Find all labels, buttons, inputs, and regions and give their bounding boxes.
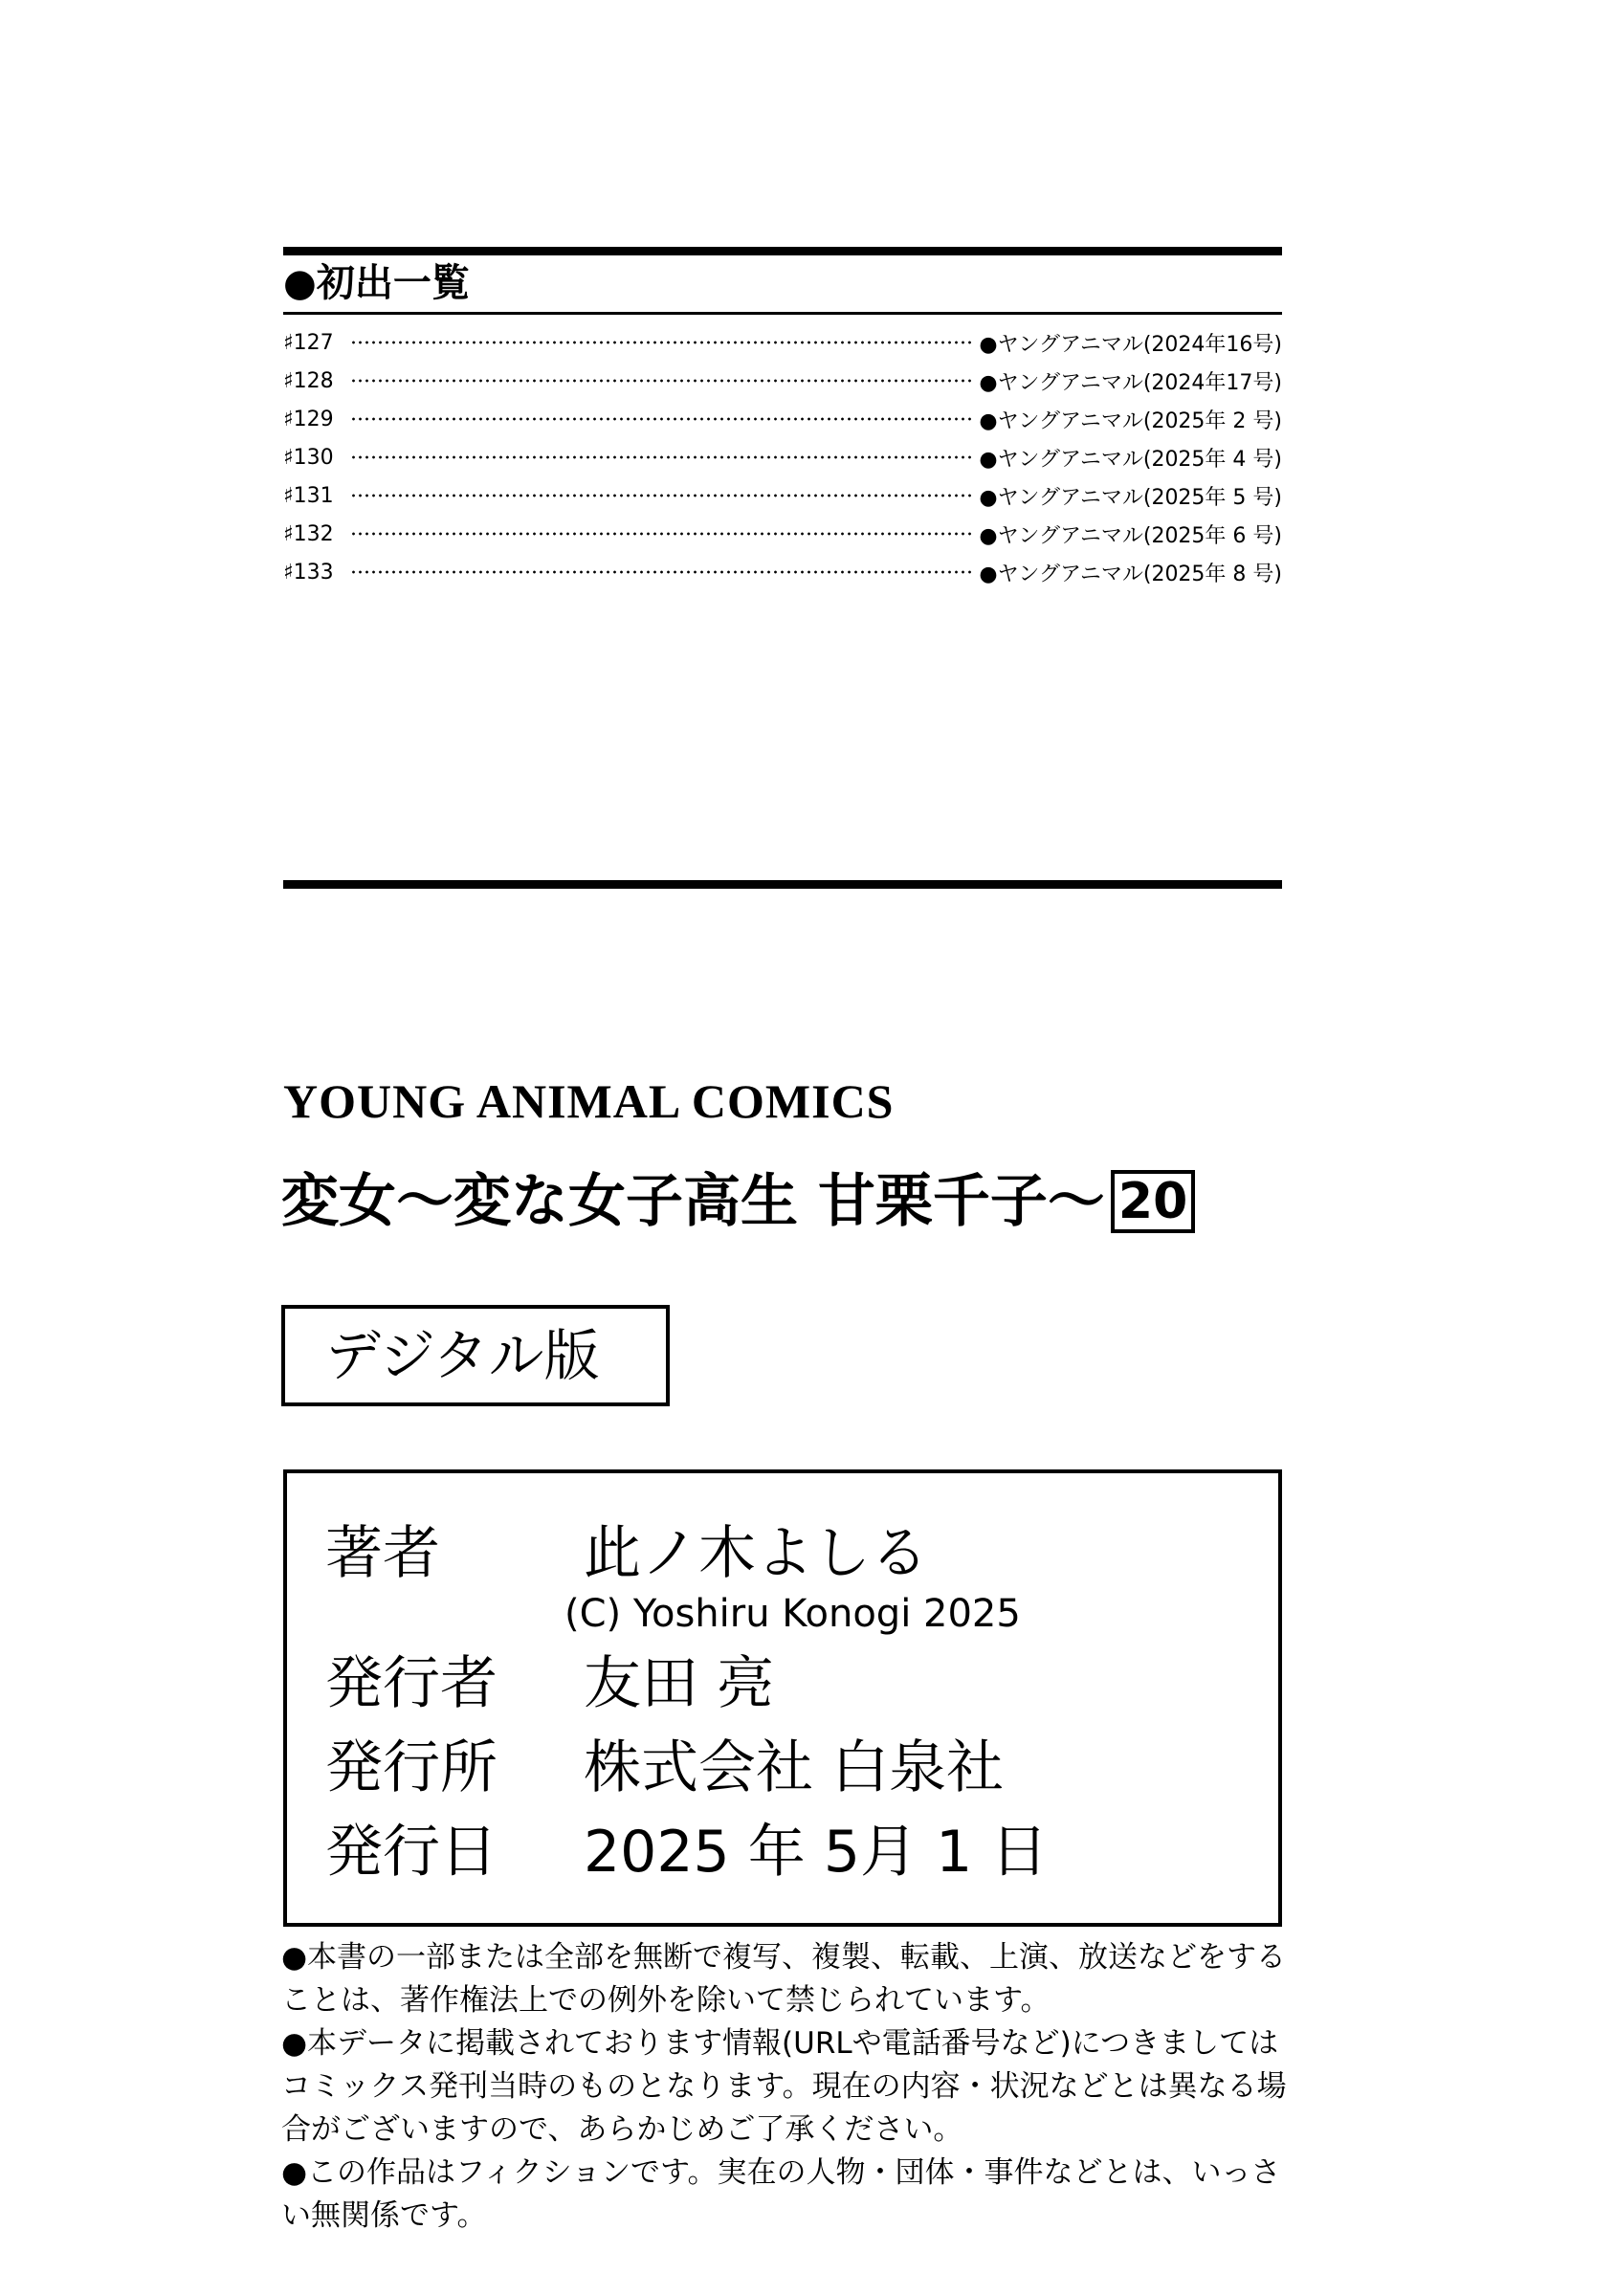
list-item (283, 323, 1282, 362)
edition-box: デジタル版 (281, 1305, 670, 1406)
list-item (283, 362, 1282, 400)
source-label: ●ヤングアニマル(2025年 5 号) (979, 485, 1282, 510)
series-label: YOUNG ANIMAL COMICS (283, 1074, 895, 1128)
list-item (283, 438, 1282, 476)
note-copyright: ●本書の一部または全部を無断で複写、複製、転載、上演、放送などをすることは、著作権法上での例外を除いて禁じられています。 (281, 1940, 1287, 2018)
dot-leader (350, 569, 975, 575)
copyright-notice: (C) Yoshiru Konogi 2025 (564, 1592, 1021, 1636)
dot-leader (350, 493, 975, 498)
source-label: ●ヤングアニマル(2024年16号) (979, 332, 1282, 357)
list-item (283, 553, 1282, 591)
first-appearance-title: ●初出一覧 (283, 261, 470, 305)
source-label: ●ヤングアニマル(2025年 4 号) (979, 447, 1282, 472)
publisher-person-label: 発行者 (325, 1650, 498, 1717)
list-item (283, 400, 1282, 438)
note-fiction: ●この作品はフィクションです。実在の人物・団体・事件などとは、いっさい無関係です。 (281, 2155, 1281, 2233)
chapter-number: ♯129 (283, 407, 334, 431)
list-item (283, 476, 1282, 515)
source-label: ●ヤングアニマル(2025年 6 号) (979, 523, 1282, 548)
volume-badge: 20 (1111, 1170, 1195, 1233)
author-label: 著者 (325, 1520, 440, 1587)
chapter-number: ♯131 (283, 483, 334, 508)
book-title (281, 1163, 1195, 1240)
chapter-number: ♯128 (283, 368, 334, 393)
source-label: ●ヤングアニマル(2025年 2 号) (979, 408, 1282, 433)
date-label: 発行日 (325, 1819, 498, 1886)
dot-leader (350, 531, 975, 537)
top-rule (283, 247, 1282, 255)
chapter-number: ♯132 (283, 521, 334, 546)
source-label: ●ヤングアニマル(2024年17号) (979, 370, 1282, 395)
publisher-person: 友田 亮 (584, 1650, 775, 1717)
chapter-number: ♯127 (283, 330, 334, 355)
dot-leader (350, 340, 975, 345)
title-underline (283, 312, 1282, 315)
source-label: ●ヤングアニマル(2025年 8 号) (979, 562, 1282, 586)
list-item (283, 515, 1282, 553)
publisher-name: 株式会社 白泉社 (584, 1734, 1005, 1801)
dot-leader (350, 416, 975, 422)
book-title-text: 変女〜変な女子高生 甘栗千子〜 (281, 1168, 1105, 1235)
chapter-number: ♯130 (283, 445, 334, 470)
section-divider (283, 880, 1282, 889)
publisher-label: 発行所 (325, 1734, 498, 1801)
author-name: 此ノ木よしる (584, 1520, 928, 1587)
chapter-number: ♯133 (283, 560, 334, 585)
publication-date: 2025 年 5月 1 日 (584, 1819, 1049, 1886)
note-information: ●本データに掲載されております情報(URLや電話番号など)につきましてはコミックス発刊当時のものとなります。現在の内容・状況などとは異なる場合がございますので、あらかじめご了承ください。 (281, 2026, 1287, 2147)
legal-notes (281, 1936, 1295, 2238)
dot-leader (350, 454, 975, 460)
credits-box (283, 1469, 1282, 1927)
dot-leader (350, 378, 975, 384)
